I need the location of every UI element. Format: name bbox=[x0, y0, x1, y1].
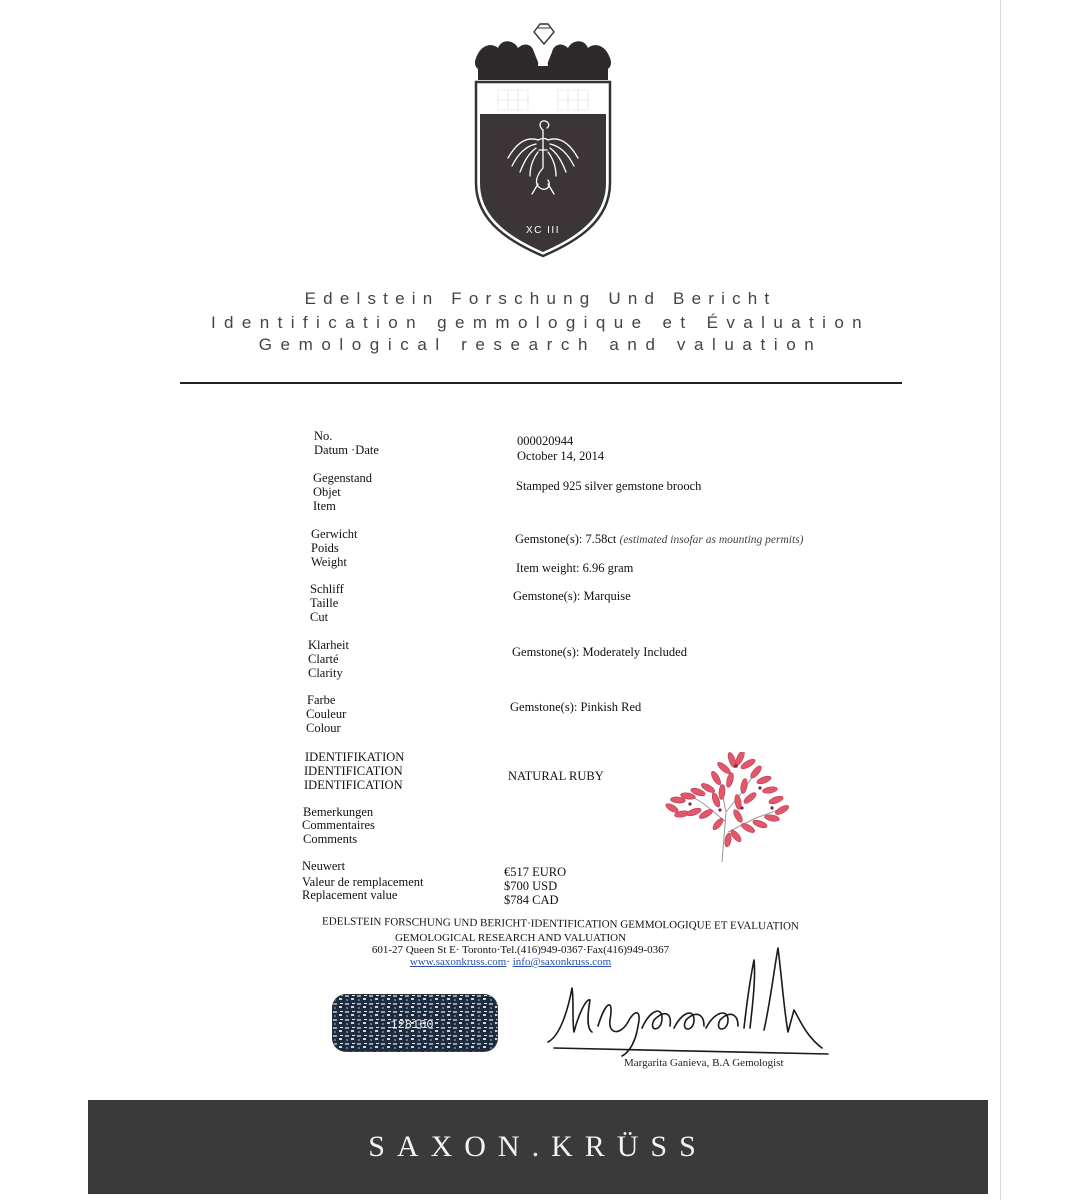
signer-name: Margarita Ganieva, B.A Gemologist bbox=[624, 1057, 784, 1069]
ruby-brooch-icon bbox=[660, 752, 800, 864]
colour-value: Gemstone(s): Pinkish Red bbox=[510, 700, 642, 714]
weight-label-fr: Poids bbox=[311, 541, 339, 555]
signature-icon bbox=[538, 940, 838, 1065]
gemstone-weight-value: Gemstone(s): 7.58ct bbox=[515, 532, 617, 546]
item-weight: Item weight: 6.96 gram bbox=[516, 561, 634, 575]
certificate-number: 000020944 bbox=[517, 434, 574, 448]
cut-label-fr: Taille bbox=[310, 596, 339, 610]
certificate-date: October 14, 2014 bbox=[517, 449, 605, 463]
date-label: Datum ·Date bbox=[314, 443, 379, 457]
page-edge bbox=[1000, 0, 1001, 1200]
brooch-photo bbox=[660, 752, 800, 864]
comments-label-de: Bemerkungen bbox=[303, 805, 374, 819]
clarity-label-fr: Clarté bbox=[308, 652, 339, 666]
email-link[interactable]: info@saxonkruss.com bbox=[512, 956, 612, 968]
hologram-serial: 128160 bbox=[390, 1018, 434, 1032]
hologram-sticker bbox=[332, 994, 498, 1052]
identification-label-de: IDENTIFIKATION bbox=[305, 750, 405, 764]
item-value: Stamped 925 silver gemstone brooch bbox=[516, 479, 702, 493]
item-label-fr: Objet bbox=[313, 485, 341, 499]
header-divider bbox=[180, 382, 902, 384]
identification-label-en: IDENTIFICATION bbox=[304, 778, 403, 792]
cut-label-de: Schliff bbox=[310, 582, 344, 596]
item-label-en: Item bbox=[313, 499, 336, 513]
header-german: Edelstein Forschung Und Bericht bbox=[304, 289, 777, 308]
comments-label-en: Comments bbox=[303, 832, 358, 846]
no-label: No. bbox=[314, 429, 333, 443]
crest-shield-icon bbox=[468, 18, 618, 260]
weight-label-de: Gerwicht bbox=[311, 527, 358, 541]
replacement-label-de: Neuwert bbox=[302, 859, 346, 873]
colour-label-en: Colour bbox=[306, 721, 341, 735]
cut-value: Gemstone(s): Marquise bbox=[513, 589, 631, 603]
replacement-value-usd: $700 USD bbox=[504, 879, 558, 893]
weight-label-en: Weight bbox=[311, 555, 347, 569]
footer-tagline: GEMOLOGICAL RESEARCH AND VALUATION bbox=[394, 932, 627, 944]
gemologist-signature bbox=[538, 940, 838, 1065]
clarity-label-en: Clarity bbox=[308, 666, 343, 680]
replacement-value-eur: €517 EURO bbox=[504, 865, 567, 879]
replacement-label-en: Replacement value bbox=[302, 888, 398, 902]
footer-address: 601-27 Queen St E· Toronto·Tel.(416)949-0367·Fax(416)949-0367 bbox=[371, 944, 670, 956]
footer-company-line: EDELSTEIN FORSCHUNG UND BERICHT·IDENTIFICATION GEMMOLOGIQUE ET EVALUATION bbox=[322, 915, 799, 933]
clarity-label-de: Klarheit bbox=[308, 638, 349, 652]
footer-links bbox=[0, 956, 1051, 968]
crest-logo bbox=[468, 18, 618, 260]
hologram-icon bbox=[332, 994, 498, 1052]
brand-name: SAXON.KRÜSS bbox=[368, 1130, 708, 1163]
gemstone-weight bbox=[515, 532, 804, 547]
website-link[interactable]: www.saxonkruss.com bbox=[409, 956, 507, 968]
item-label-de: Gegenstand bbox=[313, 471, 373, 485]
replacement-value-cad: $784 CAD bbox=[504, 893, 559, 907]
crest-motto: XC III bbox=[525, 225, 561, 236]
cut-label-en: Cut bbox=[310, 610, 329, 624]
replacement-label-fr: Valeur de remplacement bbox=[302, 875, 424, 889]
comments-label-fr: Commentaires bbox=[302, 818, 375, 832]
colour-label-fr: Couleur bbox=[306, 707, 347, 721]
header-french: Identification gemmologique et Évaluation bbox=[210, 313, 871, 332]
identification-value: NATURAL RUBY bbox=[508, 769, 604, 783]
footer-link-separator: · bbox=[506, 956, 510, 968]
colour-label-de: Farbe bbox=[307, 693, 336, 707]
clarity-value: Gemstone(s): Moderately Included bbox=[512, 645, 687, 659]
identification-label-fr: IDENTIFICATION bbox=[304, 764, 403, 778]
weight-note: (estimated insofar as mounting permits) bbox=[619, 534, 804, 546]
header-english: Gemological research and valuation bbox=[258, 335, 823, 354]
